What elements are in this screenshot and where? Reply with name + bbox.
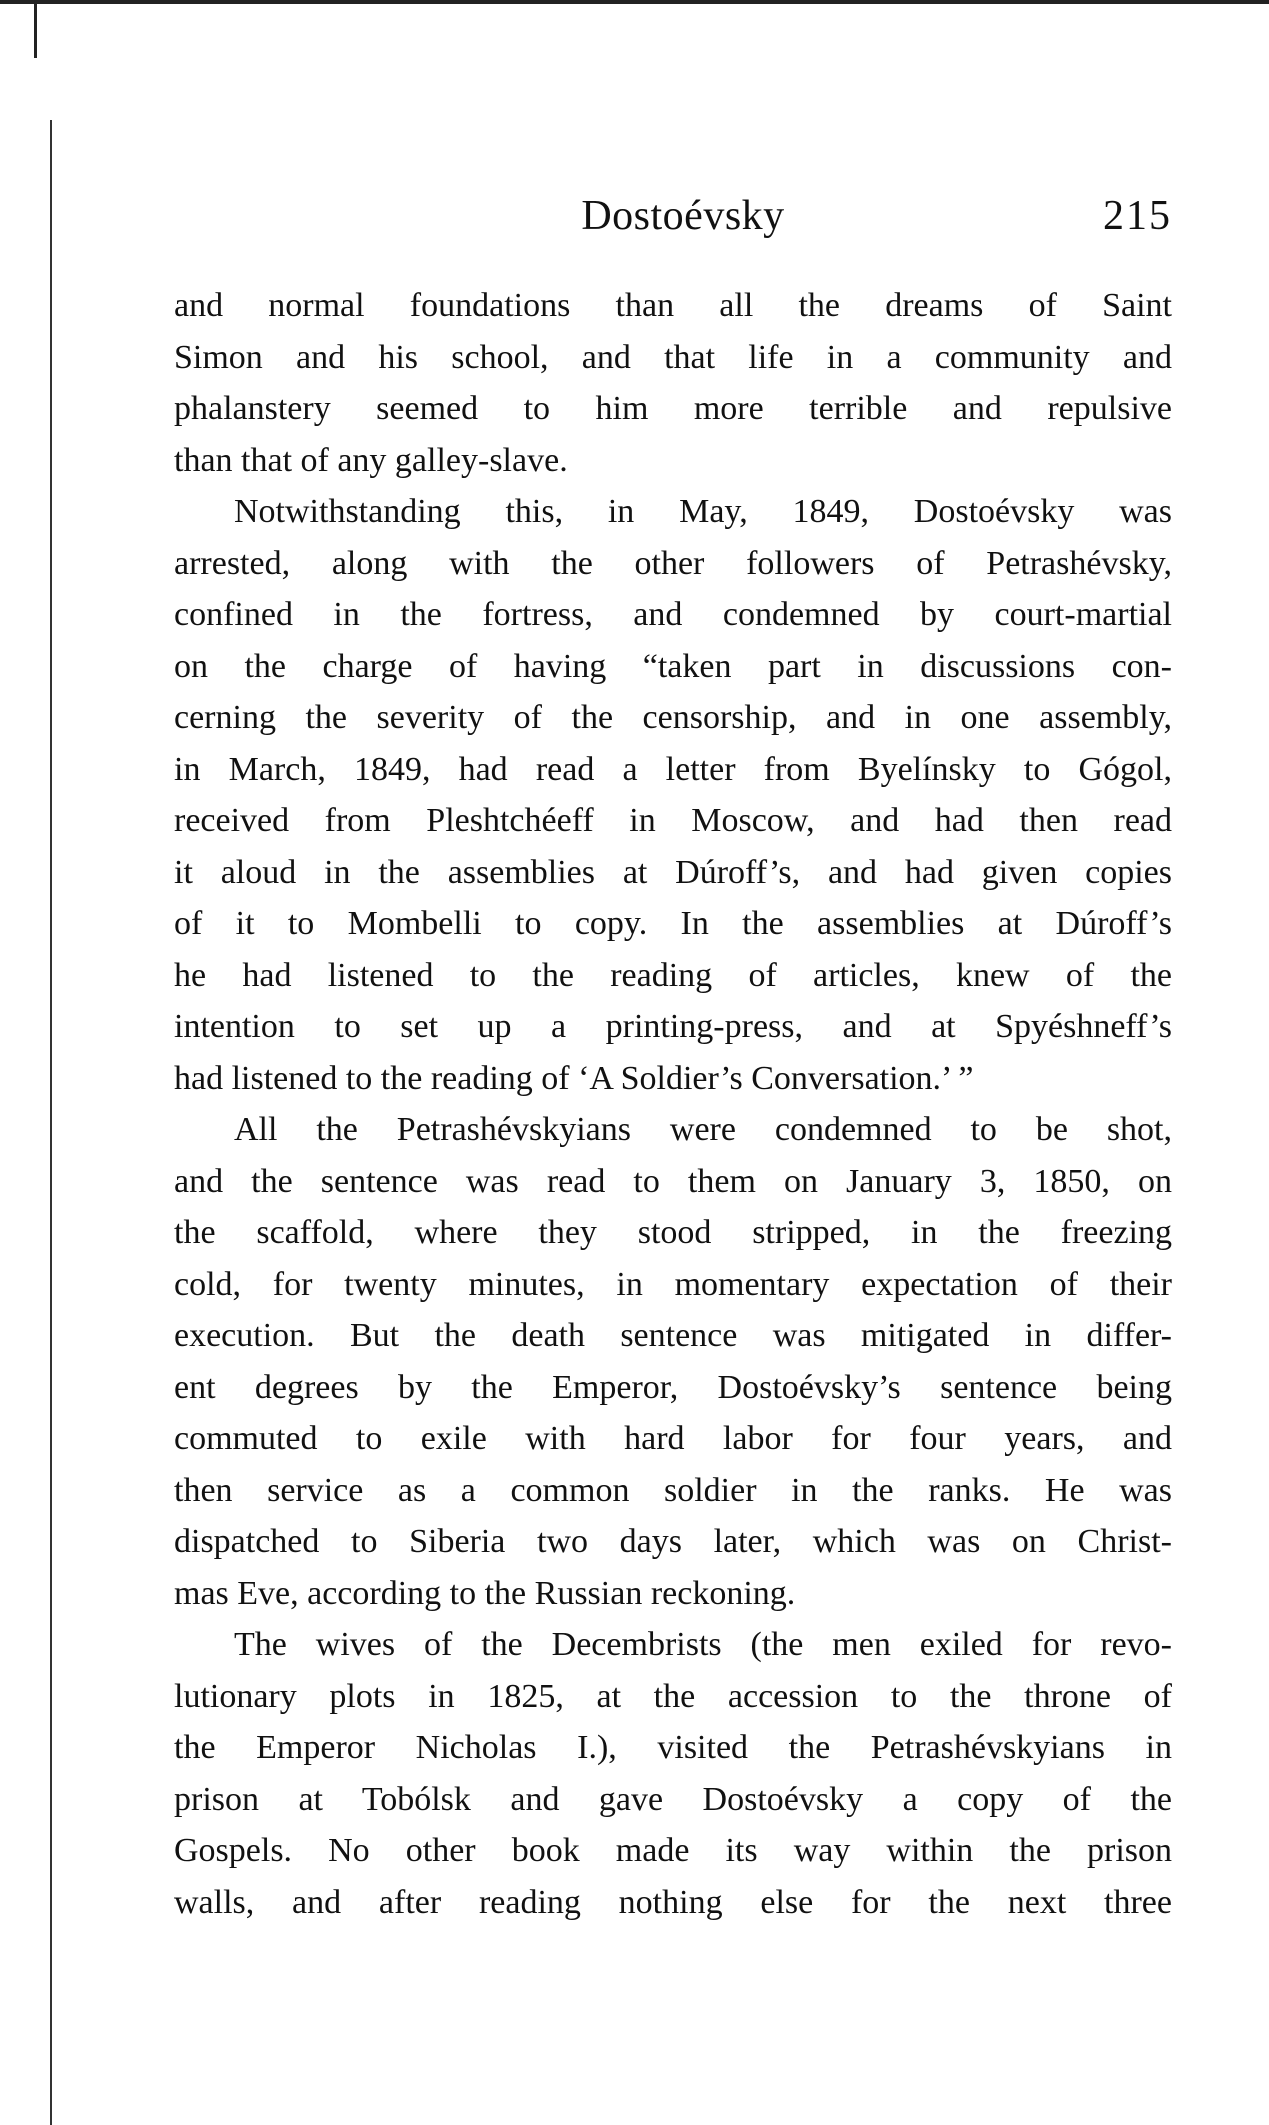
text-line: cold, for twenty minutes, in momentary expectation of their bbox=[174, 1265, 1172, 1303]
text-line: and normal foundations than all the dreams of Saint bbox=[174, 287, 1172, 324]
text-line: arrested, along with the other followers of Petrashévsky, bbox=[174, 544, 1172, 582]
text-line: the Emperor Nicholas I.), visited the Petrashévskyians in bbox=[174, 1729, 1172, 1766]
text-line: Gospels. No other book made its way within the prison bbox=[174, 1832, 1172, 1869]
paragraph bbox=[174, 1619, 1172, 1928]
text-line: confined in the fortress, and condemned by court-martial bbox=[174, 596, 1172, 633]
top-border-rule bbox=[0, 0, 1269, 4]
text-line: execution. But the death sentence was mitigated in differ- bbox=[174, 1317, 1172, 1354]
text-line: the scaffold, where they stood stripped, in the freezing bbox=[174, 1214, 1172, 1251]
scan-edge-rule bbox=[50, 120, 52, 2125]
text-line: then service as a common soldier in the ranks. He was bbox=[174, 1471, 1172, 1509]
text-line: The wives of the Decembrists (the men exiled for revo- bbox=[234, 1626, 1172, 1663]
running-head bbox=[174, 192, 1172, 248]
paragraph bbox=[174, 280, 1172, 486]
text-line: had listened to the reading of ‘A Soldier’s Conversation.’ ” bbox=[174, 1059, 974, 1097]
text-line: commuted to exile with hard labor for four years, and bbox=[174, 1420, 1172, 1457]
text-line: mas Eve, according to the Russian reckoning. bbox=[174, 1574, 796, 1612]
text-line: All the Petrashévskyians were condemned to be shot, bbox=[234, 1111, 1172, 1148]
text-line: and the sentence was read to them on January 3, 1850, on bbox=[174, 1162, 1172, 1200]
text-line: of it to Mombelli to copy. In the assemblies at Dúroff’s bbox=[174, 905, 1172, 942]
corner-mark bbox=[34, 0, 37, 58]
text-line: cerning the severity of the censorship, and in one assembly, bbox=[174, 699, 1172, 736]
body-text bbox=[174, 280, 1172, 1928]
running-head-title: Dostoévsky bbox=[581, 193, 785, 239]
text-line: Notwithstanding this, in May, 1849, Dostoévsky was bbox=[234, 493, 1172, 530]
text-line: walls, and after reading nothing else for the next three bbox=[174, 1883, 1172, 1921]
text-line: in March, 1849, had read a letter from Byelínsky to Gógol, bbox=[174, 750, 1172, 788]
text-line: Simon and his school, and that life in a community and bbox=[174, 338, 1172, 376]
text-line: he had listened to the reading of articles, knew of the bbox=[174, 956, 1172, 994]
text-line: dispatched to Siberia two days later, which was on Christ- bbox=[174, 1523, 1172, 1560]
text-line: than that of any galley-slave. bbox=[174, 441, 568, 479]
text-line: intention to set up a printing-press, and at Spyéshneff’s bbox=[174, 1008, 1172, 1045]
paragraph bbox=[174, 486, 1172, 1104]
text-line: it aloud in the assemblies at Dúroff’s, and had given copies bbox=[174, 853, 1172, 891]
text-line: received from Pleshtchéeff in Moscow, and had then read bbox=[174, 802, 1172, 839]
text-line: lutionary plots in 1825, at the accession to the throne of bbox=[174, 1677, 1172, 1715]
text-line: phalanstery seemed to him more terrible and repulsive bbox=[174, 390, 1172, 427]
text-line: ent degrees by the Emperor, Dostoévsky’s sentence being bbox=[174, 1368, 1172, 1406]
page-number: 215 bbox=[1103, 193, 1172, 239]
paragraph bbox=[174, 1104, 1172, 1619]
text-line: prison at Tobólsk and gave Dostoévsky a copy of the bbox=[174, 1780, 1172, 1818]
text-line: on the charge of having “taken part in discussions con- bbox=[174, 647, 1172, 685]
